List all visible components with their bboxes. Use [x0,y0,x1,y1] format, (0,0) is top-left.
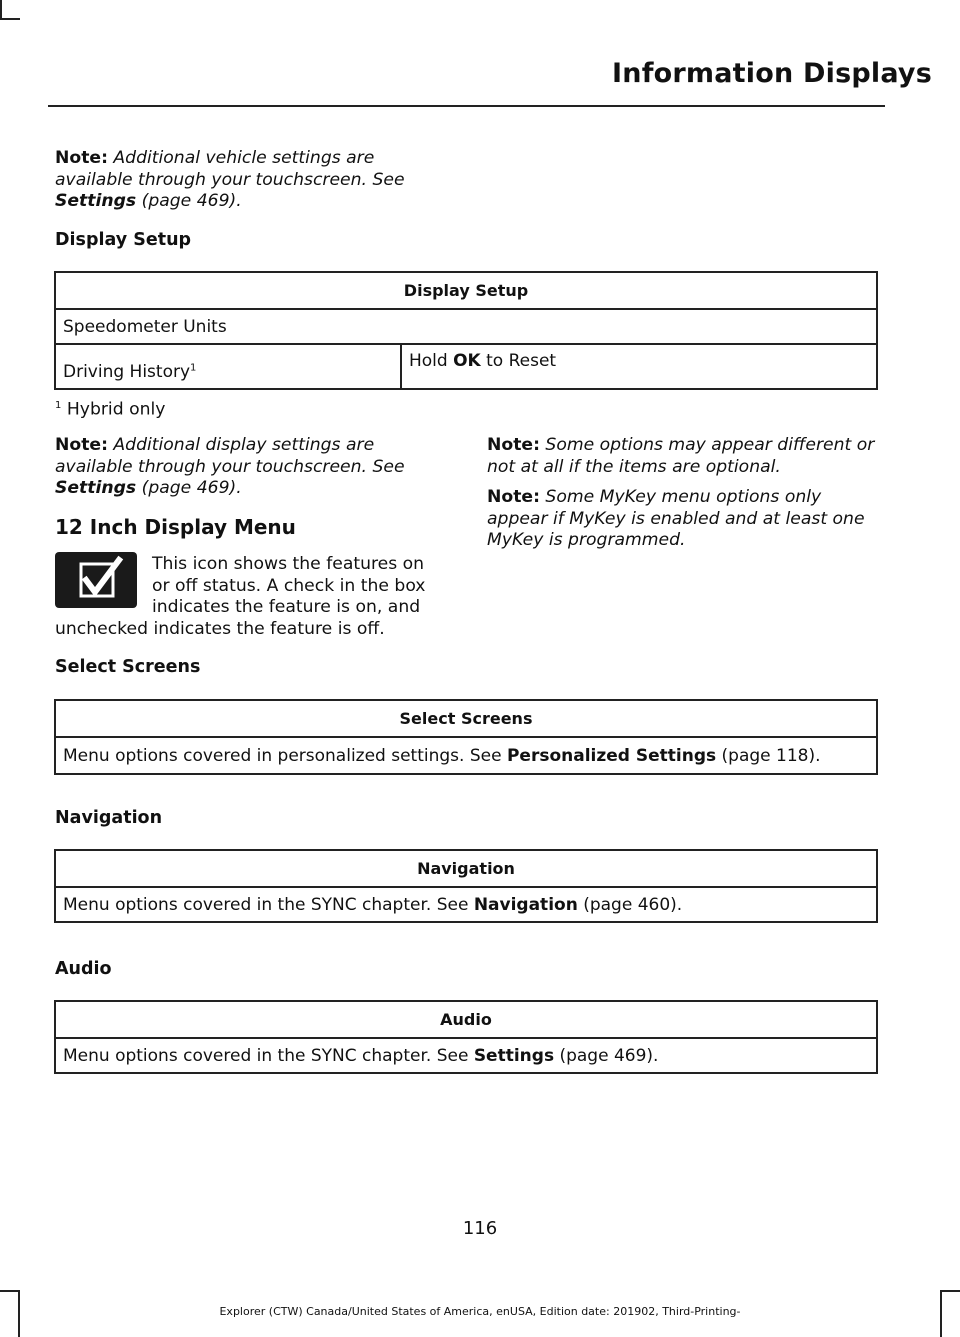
section-heading-audio: Audio [55,959,112,979]
table-title: Navigation [55,850,877,887]
table-cell: Menu options covered in personalized settings. See Personalized Settings (page 118). [55,737,877,774]
table-title: Display Setup [55,272,877,309]
table-title: Select Screens [55,700,877,737]
settings-link[interactable]: Settings [55,478,137,498]
navigation-table [54,849,878,923]
section-heading-12-inch-display-menu: 12 Inch Display Menu [55,515,296,539]
crop-mark-bottom-right [940,1290,960,1292]
table-cell: Driving History$^1$ [55,344,401,389]
crop-mark-bottom-left [0,1290,20,1292]
note-vehicle-settings: Note: Additional vehicle settings are available through your touchscreen. See Settings (page 469). [55,148,405,211]
crop-mark-top-left [0,18,20,20]
title-divider [48,105,885,107]
navigation-link[interactable]: Navigation [473,894,578,915]
table-title: Audio [55,1001,877,1038]
section-heading-select-screens: Select Screens [55,657,201,677]
edition-info: Explorer (CTW) Canada/United States of America, enUSA, Edition date: 201902, Third-Printing- [219,1305,741,1318]
page-number: 116 [462,1218,498,1239]
table-cell: Speedometer Units [55,309,877,344]
table-cell: Menu options covered in the SYNC chapter. See Navigation (page 460). [55,887,877,922]
footnote: $^1$ Hybrid only [55,399,166,420]
section-heading-navigation: Navigation [55,808,163,828]
icon-description-continued: unchecked indicates the feature is off. [55,619,385,639]
audio-table [54,1000,878,1074]
note-optional-items: Note: Some options may appear different or not at all if the items are optional. [487,435,875,477]
select-screens-table [54,699,878,775]
note-display-settings: Note: Additional display settings are available through your touchscreen. See Settings (page 469). [55,435,405,498]
page-title: Information Displays [612,58,932,89]
table-cell: Menu options covered in the SYNC chapter. See Settings (page 469). [55,1038,877,1073]
icon-description: This icon shows the features on or off status. A check in the box indicates the feature is on, and [152,554,426,617]
section-heading-display-setup: Display Setup [55,230,192,250]
settings-link[interactable]: Settings [55,191,137,211]
note-mykey: Note: Some MyKey menu options only appear if MyKey is enabled and at least one MyKey is programmed. [487,487,865,550]
table-cell: Hold OK to Reset [401,344,877,389]
display-setup-table [54,271,878,390]
personalized-settings-link[interactable]: Personalized Settings [506,745,717,766]
crop-mark-top-left [0,0,2,20]
checkbox-icon [55,552,137,608]
settings-link[interactable]: Settings [473,1045,555,1066]
